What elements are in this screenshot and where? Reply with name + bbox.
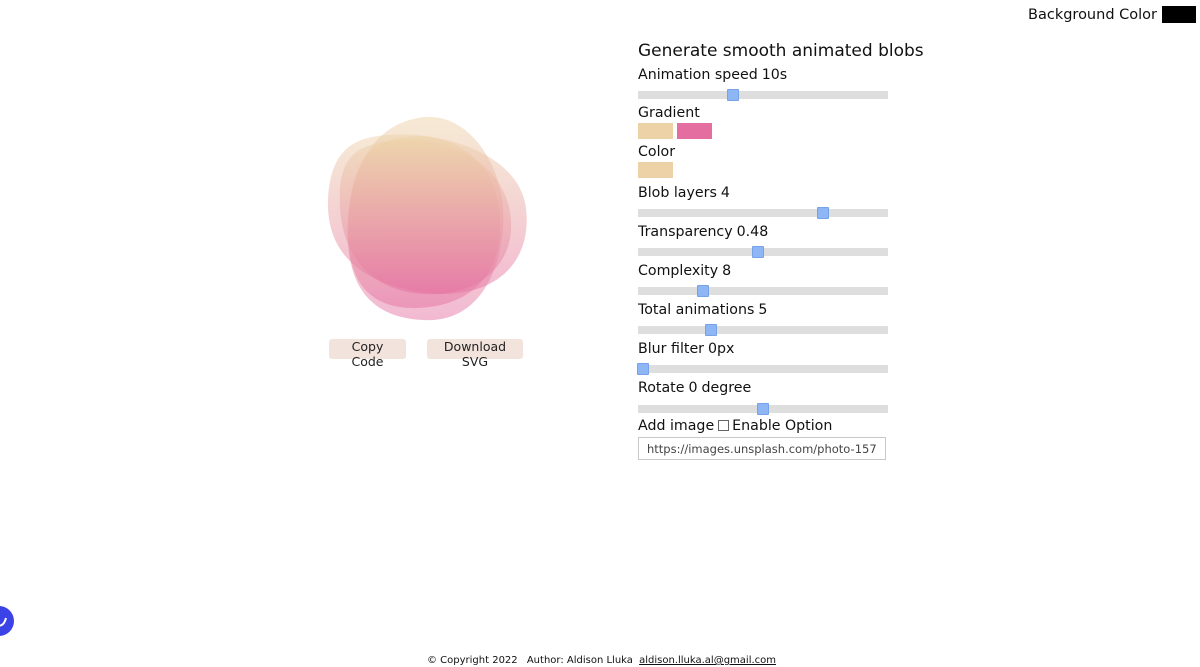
complexity-slider[interactable] xyxy=(638,287,888,295)
slider-thumb[interactable] xyxy=(637,363,649,375)
slider-thumb[interactable] xyxy=(757,403,769,415)
transparency-slider[interactable] xyxy=(638,248,888,256)
animation-speed-label: Animation speed 10s xyxy=(638,67,788,83)
copy-code-button[interactable]: Copy Code xyxy=(329,339,406,359)
color-swatch[interactable] xyxy=(638,162,673,178)
gradient-start-swatch[interactable] xyxy=(638,123,673,139)
background-color-label: Background Color xyxy=(1028,6,1157,23)
blob-preview xyxy=(318,108,538,330)
footer xyxy=(0,655,1200,666)
transparency-label: Transparency 0.48 xyxy=(638,224,769,240)
animation-speed-slider[interactable] xyxy=(638,91,888,99)
check-icon xyxy=(0,614,8,628)
gradient-end-swatch[interactable] xyxy=(677,123,712,139)
rotate-value: 0 xyxy=(688,380,698,396)
rotate-unit: degree xyxy=(701,380,752,396)
blur-filter-label: Blur filter 0px xyxy=(638,341,735,357)
enable-option-label: Enable Option xyxy=(732,418,833,434)
blob-layers-value: 4 xyxy=(720,185,730,201)
blob-svg xyxy=(318,108,538,330)
blob-layers-slider[interactable] xyxy=(638,209,888,217)
animation-speed-value: 10s xyxy=(761,67,788,83)
copyright-text: © Copyright 2022 xyxy=(426,655,518,666)
author-text: Author: Aldison Lluka xyxy=(526,655,633,666)
blur-filter-slider[interactable] xyxy=(638,365,888,373)
blob-layers-label: Blob layers 4 xyxy=(638,185,730,201)
author-email-link[interactable]: aldison.lluka.al@gmail.com xyxy=(639,655,777,666)
blur-filter-value: 0px xyxy=(708,341,735,357)
gradient-label: Gradient xyxy=(638,105,700,121)
floating-action-button[interactable] xyxy=(0,606,14,636)
transparency-value: 0.48 xyxy=(736,224,769,240)
background-color-control xyxy=(1028,6,1196,23)
download-svg-button[interactable]: Download SVG xyxy=(427,339,523,359)
image-url-input[interactable] xyxy=(638,437,886,460)
complexity-label: Complexity 8 xyxy=(638,263,732,279)
rotate-slider[interactable] xyxy=(638,405,888,413)
color-label: Color xyxy=(638,144,676,160)
rotate-label: Rotate 0 degree xyxy=(638,380,752,396)
enable-option-checkbox[interactable] xyxy=(718,420,729,431)
add-image-label: Add image xyxy=(638,418,715,434)
slider-thumb[interactable] xyxy=(817,207,829,219)
total-animations-value: 5 xyxy=(758,302,768,318)
background-color-swatch[interactable] xyxy=(1162,6,1196,23)
slider-thumb[interactable] xyxy=(752,246,764,258)
page-title: Generate smooth animated blobs xyxy=(638,41,924,61)
slider-thumb[interactable] xyxy=(705,324,717,336)
slider-thumb[interactable] xyxy=(697,285,709,297)
total-animations-slider[interactable] xyxy=(638,326,888,334)
slider-thumb[interactable] xyxy=(727,89,739,101)
total-animations-label: Total animations 5 xyxy=(638,302,768,318)
complexity-value: 8 xyxy=(722,263,732,279)
add-image-row xyxy=(638,418,832,434)
